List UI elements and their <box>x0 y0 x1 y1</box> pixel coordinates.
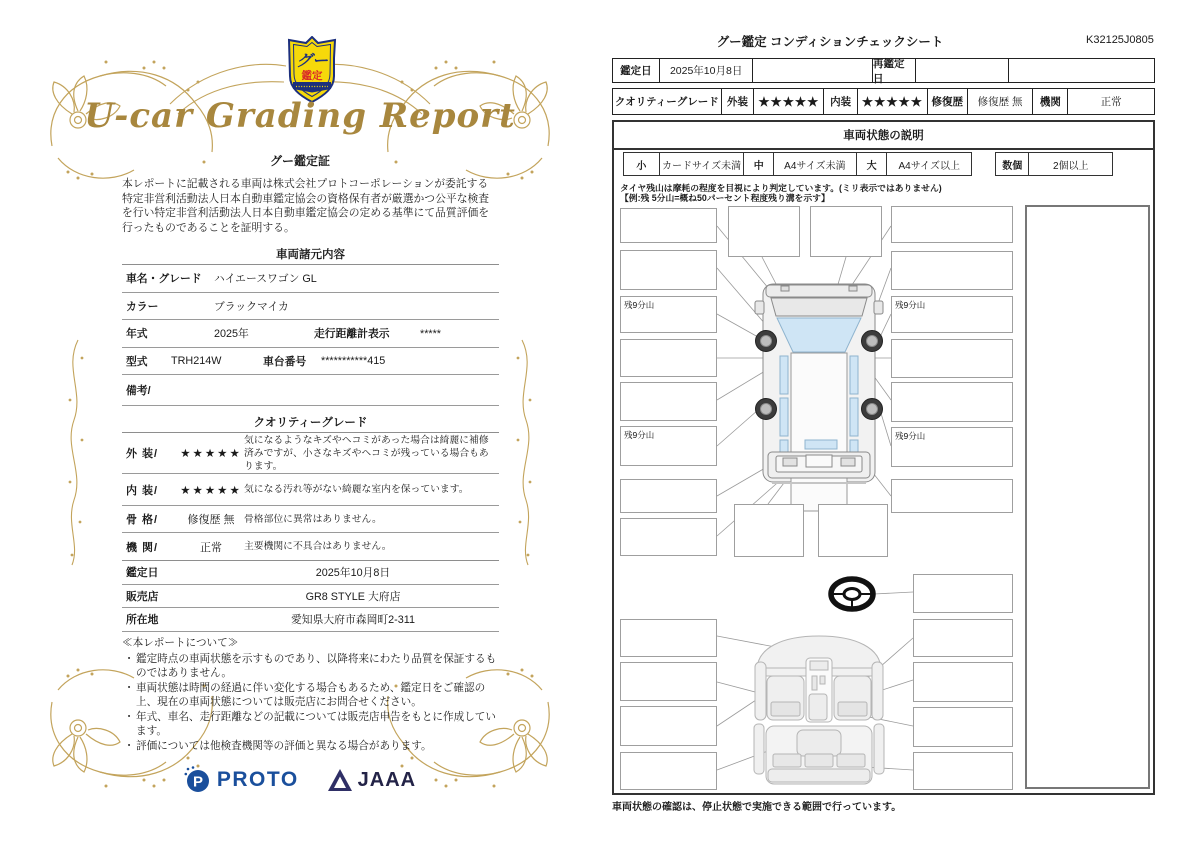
table-row <box>122 293 499 320</box>
annotation-box <box>913 752 1013 790</box>
about-report-notes <box>122 636 505 753</box>
empty-cell <box>1008 59 1154 82</box>
date-value: 2025年10月8日 <box>659 59 753 82</box>
annotation-box <box>620 662 717 701</box>
annotation-box <box>891 251 1013 290</box>
table-row <box>122 265 499 293</box>
address-label: 所在地 <box>126 614 159 626</box>
annotation-box <box>620 706 717 746</box>
interior-label: 内装 <box>823 89 857 114</box>
certification-text: 本レポートに記載される車両は株式会社プロトコーポレーションが委託する特定非営利活動法人日本自動車鑑定協会の資格保有者が厳選かつ公平な検査を行い特定非営利活動法人日本自動車鑑定協会の定める基準にて品質評価を行ったものであることを証明する。 <box>122 177 490 234</box>
size-small-desc: カードサイズ未満 <box>659 153 744 175</box>
color-value: ブラックマイカ <box>214 300 289 313</box>
engine-value: 正常 <box>200 541 222 554</box>
empty-cell <box>752 59 872 82</box>
annotation-box <box>728 206 800 257</box>
engine-desc: 主要機関に不具合はありません。 <box>244 541 392 552</box>
table-row <box>122 506 499 533</box>
reappraisal-date-label: 再鑑定日 <box>872 59 915 82</box>
report-subtitle: グー鑑定証 <box>269 154 330 168</box>
odometer-label: 走行距離計表示 <box>314 328 390 340</box>
quality-grade-row <box>612 88 1155 115</box>
table-row <box>122 433 499 474</box>
table-row <box>122 348 499 375</box>
table-row <box>122 320 499 348</box>
tire-box-front-right <box>891 296 1013 333</box>
tire-tread-label: 残9分山 <box>895 300 926 310</box>
exterior-stars: ★★★★★ <box>180 448 242 460</box>
annotation-box <box>620 752 717 790</box>
tire-tread-label: 残9分山 <box>624 430 655 440</box>
annotation-box <box>913 707 1013 747</box>
size-large-desc: A4サイズ以上 <box>886 153 971 175</box>
goo-kantei-badge <box>287 36 337 104</box>
repair-history-label: 修復歴 <box>927 89 967 114</box>
annotation-box <box>620 250 717 290</box>
annotation-box <box>734 504 804 557</box>
appraisal-date-label: 鑑定日 <box>126 567 159 579</box>
annotation-box <box>891 382 1013 422</box>
annotation-box <box>620 208 717 243</box>
color-label: カラー <box>126 300 159 313</box>
note-item: ・ 評価については他検査機関等の評価と異なる場合があります。 <box>123 739 432 752</box>
table-row <box>122 561 499 585</box>
grade-row-title: クオリティーグレード <box>614 96 719 108</box>
quality-grade-table <box>122 432 499 561</box>
type-value: TRH214W <box>171 355 222 367</box>
annotation-box <box>620 382 717 421</box>
address-value: 愛知県大府市森岡町2-311 <box>291 614 415 626</box>
tire-box-front-left <box>620 296 717 333</box>
proto-icon <box>184 766 212 794</box>
repair-history-value: 修復歴 無 <box>967 89 1033 114</box>
engine-label: 機 関/ <box>126 541 159 554</box>
frame-desc: 骨格部位に異常はありません。 <box>244 513 382 525</box>
badge-line1: グー <box>295 53 329 70</box>
footer-logos <box>60 766 540 794</box>
table-row <box>122 585 499 608</box>
svg-text:P: P <box>192 773 203 791</box>
annotation-box <box>891 206 1013 243</box>
exterior-label: 外装 <box>721 89 754 114</box>
jaaa-icon <box>327 767 353 793</box>
sheet-title: グー鑑定 コンディションチェックシート <box>716 35 944 49</box>
annotation-box <box>810 206 882 257</box>
interior-desc: 気になる汚れ等がない綺麗な室内を保っています。 <box>244 484 469 495</box>
about-title: ≪本レポートについて≫ <box>122 637 239 649</box>
annotation-box <box>620 339 717 377</box>
table-row <box>122 533 499 561</box>
vin-value: ***********415 <box>321 355 386 367</box>
interior-stars: ★★★★★ <box>180 484 242 497</box>
dealer-label: 販売店 <box>126 590 159 603</box>
count-label: 数個 <box>1002 160 1023 172</box>
sheet-code: K32125J0805 <box>1086 34 1154 46</box>
size-medium-label: 中 <box>743 153 773 175</box>
proto-logo <box>184 766 299 794</box>
model-value: ハイエースワゴン GL <box>214 273 317 285</box>
condition-section-title: 車両状態の説明 <box>614 122 1153 150</box>
size-small-label: 小 <box>636 160 647 172</box>
exterior-desc: 気になるようなキズやヘコミがあった場合は綺麗に補修済みですが、小さなキズやヘコミが残っている場合もあります。 <box>244 434 489 472</box>
jaaa-logo <box>327 767 416 793</box>
annotation-box <box>818 504 888 557</box>
note-item: ・ 年式、車名、走行距離などの記載については販売店申告をもとに作成しています。 <box>123 710 496 737</box>
annotation-box <box>620 619 717 657</box>
size-medium-desc: A4サイズ未満 <box>773 153 856 175</box>
date-label: 鑑定日 <box>620 65 652 77</box>
appraisal-date-value: 2025年10月8日 <box>315 567 391 579</box>
annotation-box <box>913 619 1013 657</box>
tire-box-rear-left <box>620 426 717 466</box>
frame-label: 骨 格/ <box>126 514 159 526</box>
type-label: 型式 <box>126 355 148 368</box>
model-label: 車名・グレード <box>126 273 202 285</box>
grade-section-title: クオリティーグレード <box>253 417 368 429</box>
exterior-label: 外 装/ <box>126 448 159 460</box>
count-legend-table <box>995 152 1113 176</box>
tire-note-2: 【例:残 5分山=概ね50パーセント程度残り溝を示す】 <box>620 193 830 203</box>
remarks-label: 備考/ <box>126 384 151 397</box>
tire-tread-label: 残9分山 <box>895 431 926 441</box>
year-value: 2025年 <box>214 328 249 340</box>
badge-line2: 鑑定 <box>301 70 323 82</box>
table-row <box>122 375 499 406</box>
note-item: ・ 車両状態は時間の経過に伴い変化する場合もあるため、鑑定日をご確認の上、現在の車両状態については販売店にお問合せください。 <box>123 681 486 708</box>
size-large-label: 大 <box>856 153 887 175</box>
annotation-box <box>891 479 1013 513</box>
dealer-info-table <box>122 560 499 632</box>
dealer-value: GR8 STYLE 大府店 <box>305 590 401 603</box>
annotation-box <box>891 339 1013 378</box>
report-title: U-car Grading Report <box>84 96 516 136</box>
tire-box-rear-right <box>891 427 1013 467</box>
memo-panel <box>1025 205 1150 789</box>
sheet-footer-note: 車両状態の確認は、停止状態で実施できる範囲で行っています。 <box>612 802 902 813</box>
frame-value: 修復歴 無 <box>187 514 235 526</box>
count-desc: 2個以上 <box>1028 153 1112 175</box>
annotation-box <box>620 479 717 513</box>
table-row <box>122 608 499 632</box>
appraisal-date-table <box>612 58 1155 83</box>
size-legend-table <box>623 152 972 176</box>
engine-label: 機関 <box>1032 89 1067 114</box>
jaaa-wordmark: JAAA <box>357 768 417 791</box>
reappraisal-date-value <box>915 59 1008 82</box>
odometer-value: ***** <box>420 327 442 340</box>
tire-note-1: タイヤ残山は摩耗の程度を目視により判定しています。(ミリ表示ではありません) <box>620 183 942 193</box>
engine-value: 正常 <box>1067 89 1154 114</box>
vehicle-spec-table <box>122 264 499 406</box>
annotation-box <box>913 574 1013 613</box>
spec-section-title: 車両諸元内容 <box>276 249 345 261</box>
table-row <box>122 474 499 506</box>
year-label: 年式 <box>126 328 148 340</box>
proto-wordmark: PROTO <box>216 768 299 791</box>
note-item: ・ 鑑定時点の車両状態を示すものであり、以降将来にわたり品質を保証するものではありません。 <box>123 652 497 679</box>
annotation-box <box>620 518 717 556</box>
exterior-stars: ★★★★★ <box>753 89 823 114</box>
annotation-box <box>913 662 1013 702</box>
tire-tread-label: 残9分山 <box>624 300 655 310</box>
interior-label: 内 装/ <box>126 484 159 497</box>
vin-label: 車台番号 <box>263 355 307 368</box>
interior-stars: ★★★★★ <box>857 89 927 114</box>
